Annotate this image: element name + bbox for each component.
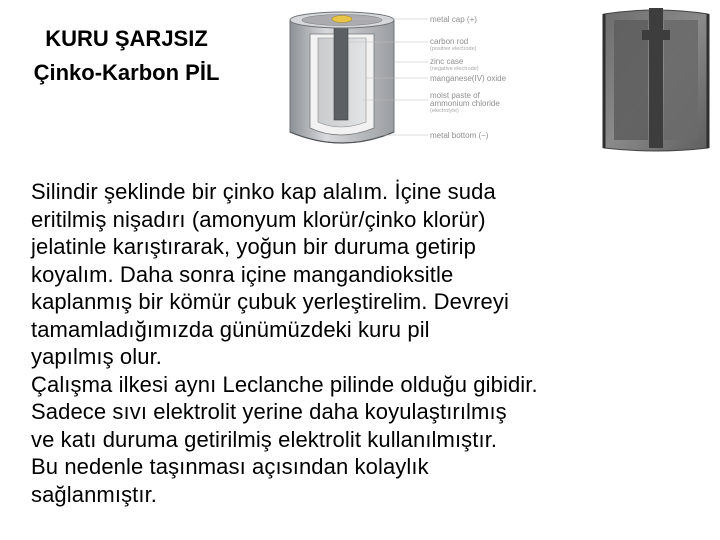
- text-line: koyalım. Daha sonra içine mangandioksitle: [31, 261, 454, 287]
- label-electrolyte-sub: (electrolyte): [430, 108, 459, 114]
- battery-cross-section-photo: [600, 4, 712, 154]
- title-line-2: Çinko-Karbon PİL: [33, 60, 220, 85]
- text-line: Sadece sıvı elektrolit yerine daha koyulaştırılmış: [31, 399, 507, 424]
- label-zinc-case: zinc case: [430, 57, 464, 66]
- paragraph-1: [31, 178, 720, 371]
- paragraph-2: [31, 371, 720, 509]
- label-metal-bottom: metal bottom (−): [430, 131, 489, 140]
- label-carbon-rod: carbon rod: [430, 37, 469, 46]
- text-line: ve katı duruma getirilmiş elektrolit kullanılmıştır.: [31, 426, 498, 452]
- carbon-rod: [334, 26, 348, 120]
- text-line: tamamladığımızda günümüzdeki kuru pil: [31, 316, 430, 342]
- title-line-1: KURU ŞARJSIZ: [45, 26, 208, 51]
- battery-cutaway-diagram: [282, 4, 582, 164]
- metal-cap: [332, 16, 352, 23]
- label-carbon-rod-sub: (positive electrode): [430, 46, 477, 52]
- label-zinc-case-sub: (negative electrode): [430, 66, 479, 72]
- text-line: Çalışma ilkesi aynı Leclanche pilinde olduğu gibidir.: [31, 371, 538, 397]
- label-metal-cap: metal cap (+): [430, 15, 477, 24]
- label-moist-paste: moist paste of: [430, 91, 480, 100]
- battery-illustration: [290, 12, 394, 143]
- label-manganese-oxide: manganese(IV) oxide: [430, 74, 507, 83]
- text-line: yapılmış olur.: [31, 344, 163, 369]
- slide-title: [4, 22, 249, 90]
- label-ammonium-chloride: ammonium chloride: [430, 99, 500, 108]
- slide-body: [31, 178, 720, 508]
- text-line: kaplanmış bir kömür çubuk yerleştirelim. Devreyi: [31, 289, 509, 314]
- text-line: Bu nedenle taşınması açısından kolaylık: [31, 454, 429, 479]
- text-line: eritilmiş nişadırı (amonyum klorür/çinko klorür): [31, 206, 486, 232]
- text-line: jelatinle karıştırarak, yoğun bir duruma getirip: [31, 234, 477, 259]
- text-line: Silindir şeklinde bir çinko kap alalım. İçine suda: [31, 179, 496, 204]
- text-line: sağlanmıştır.: [31, 481, 158, 507]
